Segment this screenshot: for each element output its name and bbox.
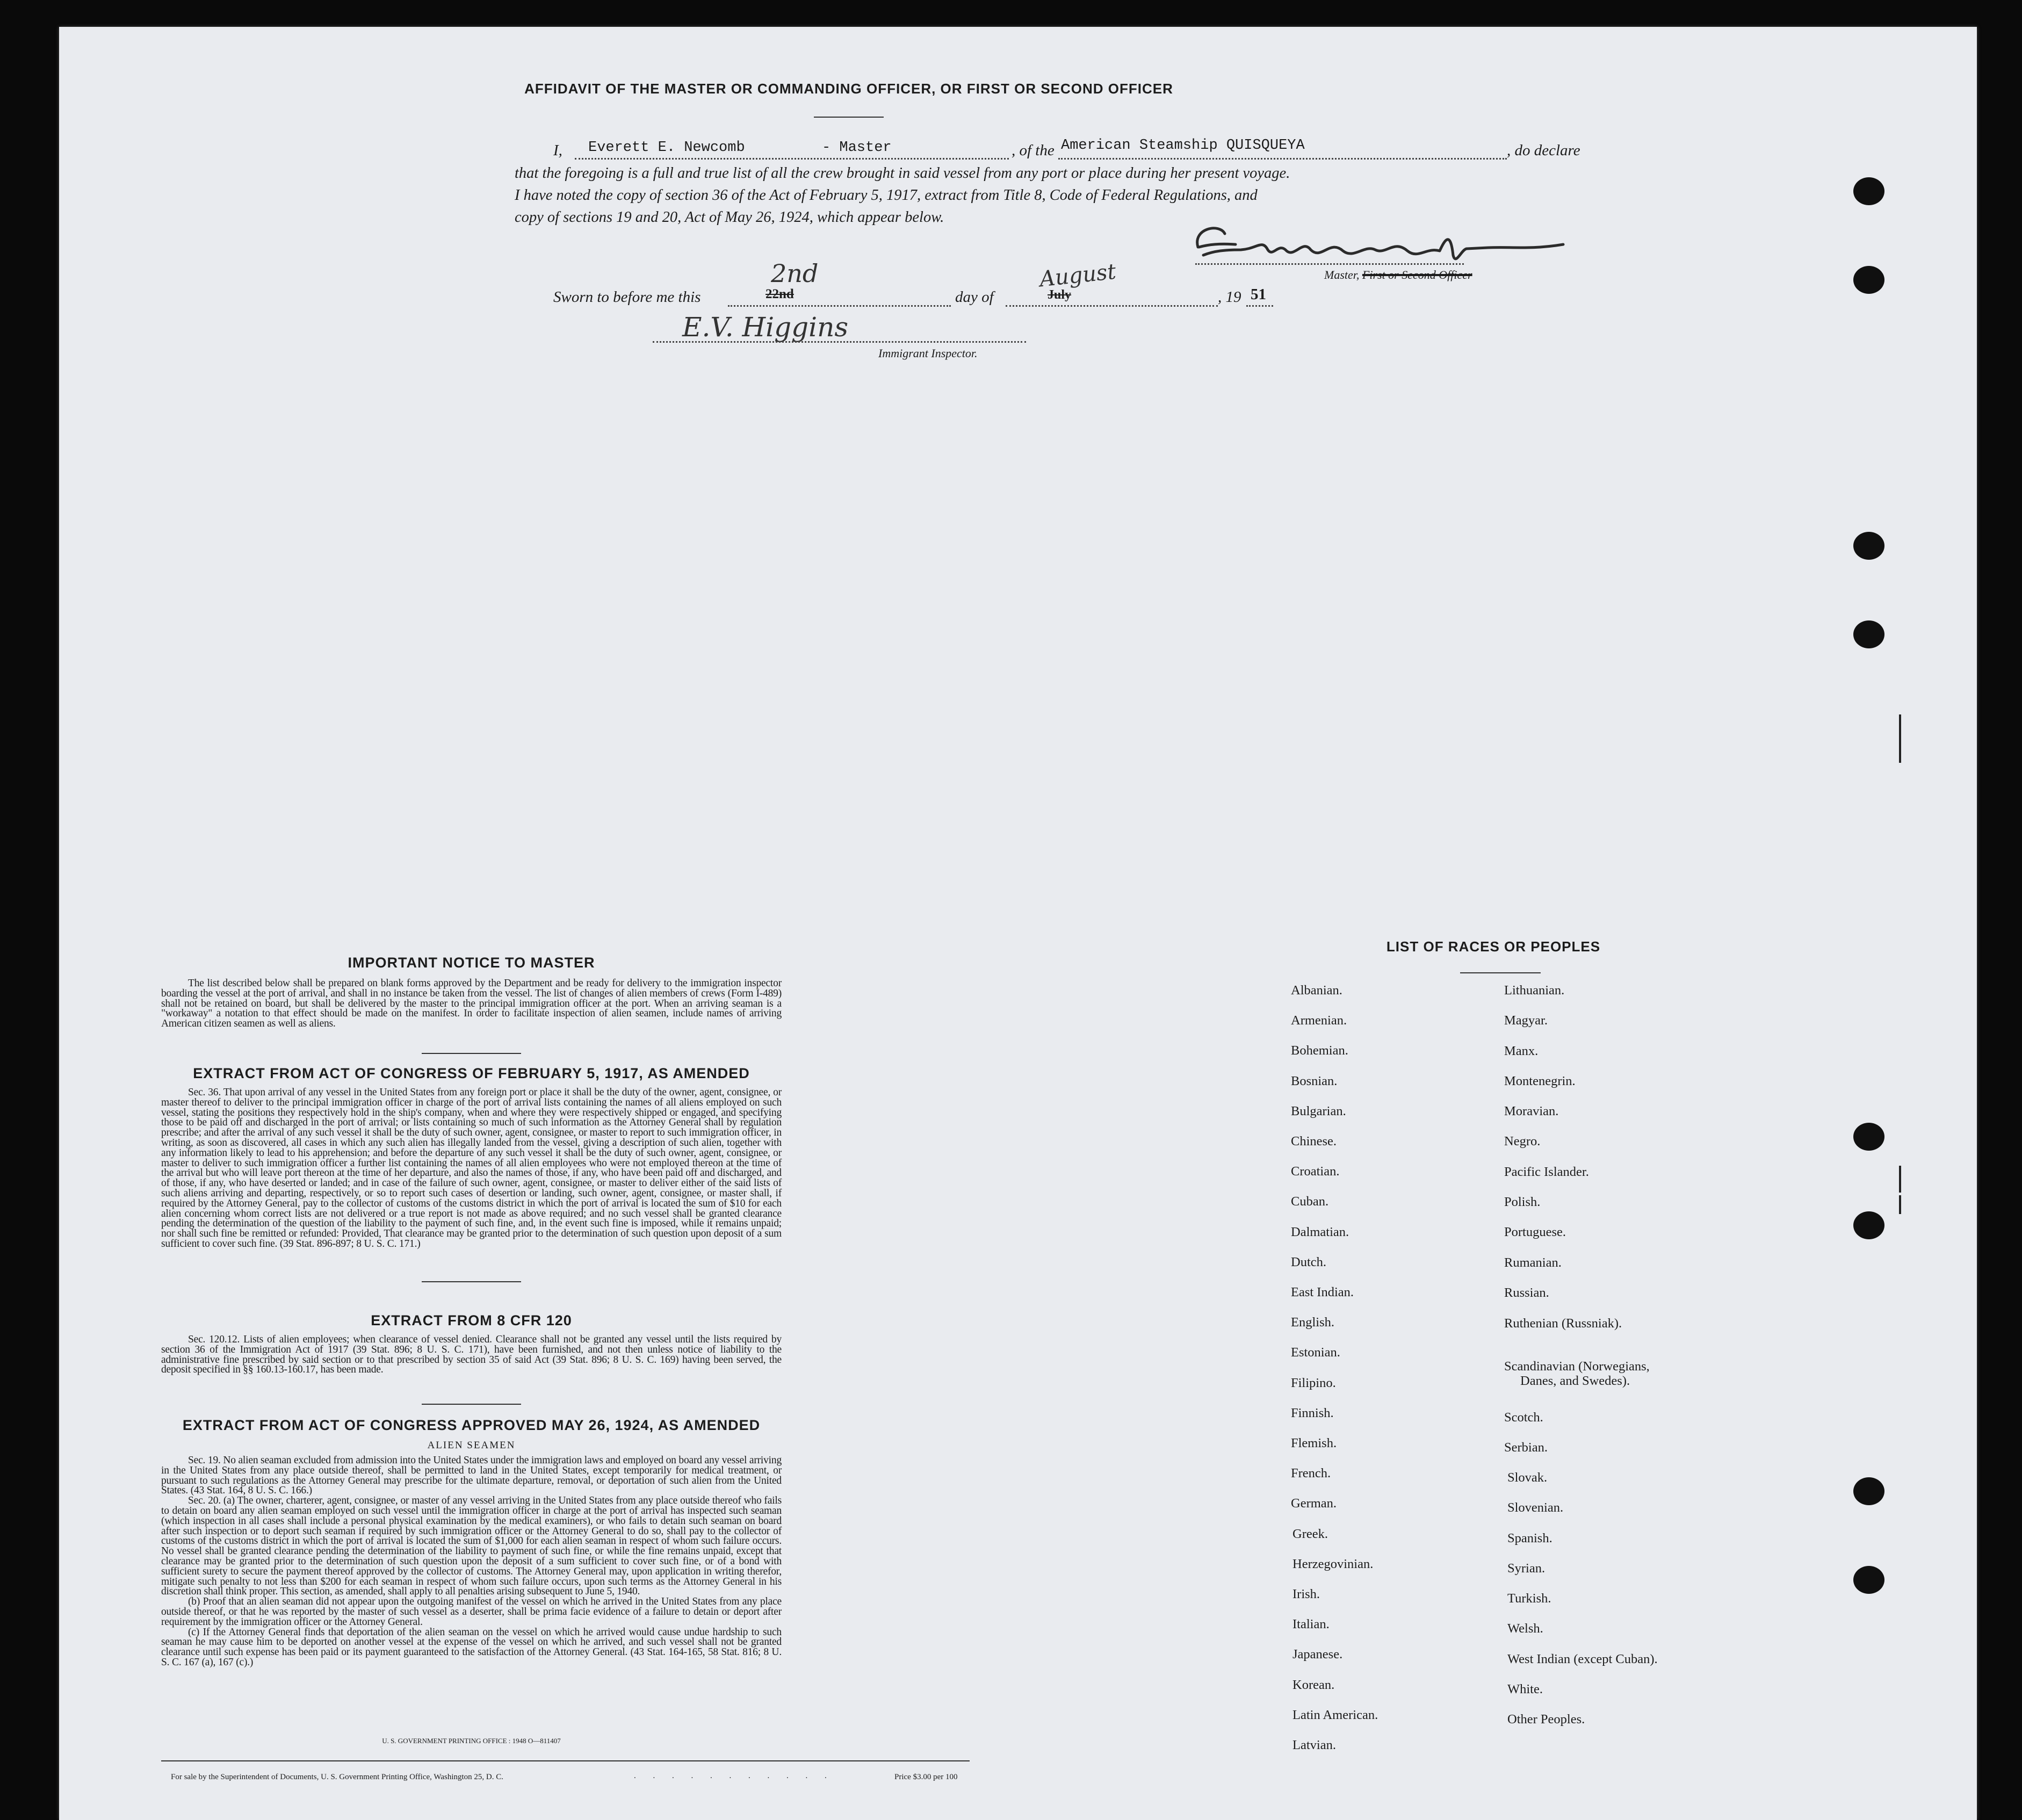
race-item: Bohemian.	[1291, 1043, 1348, 1058]
printing-office-imprint: U. S. GOVERNMENT PRINTING OFFICE : 1948 O—811407	[382, 1737, 561, 1745]
master-caption: Master,	[1324, 268, 1360, 281]
race-item: Albanian.	[1291, 983, 1342, 998]
do-declare-label: , do declare	[1507, 142, 1580, 159]
section-20c-paragraph: (c) If the Attorney General finds that deportation of the alien seaman on the vessel on which he arrived would cause undue hardship to such seaman he may cause him to be deported on another vessel at the expense of the vessel on which he arrived, and such vessel shall not be granted clearance until such expense has been paid or its payment guaranteed to the satisfaction of the Attorney General. (43 Stat. 164-165, 58 Stat. 816; 8 U. S. C. 167 (a), 167 (c).)	[161, 1626, 782, 1668]
race-item: English.	[1291, 1315, 1334, 1330]
race-item: Pacific Islander.	[1504, 1165, 1589, 1179]
race-item: Scotch.	[1504, 1410, 1543, 1425]
document-page	[59, 27, 1977, 1820]
race-item: Bulgarian.	[1291, 1103, 1346, 1118]
punch-hole	[1853, 620, 1884, 648]
race-item: Latvian.	[1292, 1738, 1336, 1752]
month-line	[1006, 305, 1218, 307]
race-item: Filipino.	[1291, 1375, 1336, 1390]
race-item: Spanish.	[1507, 1531, 1552, 1545]
race-item: Danes, and Swedes).	[1520, 1374, 1630, 1388]
race-item: Korean.	[1292, 1677, 1335, 1692]
scan-mark	[1899, 714, 1901, 763]
race-item: West Indian (except Cuban).	[1507, 1652, 1658, 1666]
price-notice: Price $3.00 per 100	[894, 1773, 958, 1781]
of-the-label: , of the	[1012, 142, 1055, 159]
race-item: Manx.	[1504, 1044, 1539, 1058]
declaration-line-4: copy of sections 19 and 20, Act of May 26, 1924, which appear below.	[515, 209, 944, 226]
for-sale-notice: For sale by the Superintendent of Documents, U. S. Government Printing Office, Washington 25, D. C.	[171, 1773, 503, 1781]
day-written: 2nd	[771, 259, 819, 288]
signature-caption	[1324, 268, 1472, 282]
race-item: Magyar.	[1504, 1013, 1548, 1028]
race-item: Other Peoples.	[1507, 1712, 1585, 1727]
race-item: Slovenian.	[1507, 1500, 1564, 1515]
races-title-rule	[1460, 972, 1541, 973]
vessel-line	[1058, 158, 1507, 160]
scan-mark	[1899, 1195, 1901, 1214]
race-item: Serbian.	[1504, 1440, 1548, 1455]
punch-hole	[1853, 1477, 1884, 1505]
sworn-prefix: Sworn to before me this	[553, 288, 701, 306]
footer-rule	[161, 1760, 970, 1761]
race-item: Cuban.	[1291, 1194, 1329, 1209]
extract-1917-text	[161, 1088, 782, 1250]
master-name: Everett E. Newcomb	[588, 140, 745, 156]
races-title: LIST OF RACES OR PEOPLES	[1386, 938, 1601, 955]
race-item: Moravian.	[1504, 1104, 1559, 1118]
race-item: Portuguese.	[1504, 1225, 1566, 1239]
race-item: East Indian.	[1291, 1285, 1354, 1299]
race-item: Irish.	[1292, 1587, 1320, 1601]
race-item: Estonian.	[1291, 1345, 1340, 1360]
race-item: Welsh.	[1507, 1621, 1543, 1636]
race-item: Flemish.	[1291, 1436, 1337, 1450]
race-item: Chinese.	[1291, 1134, 1337, 1149]
race-item: Croatian.	[1291, 1164, 1340, 1179]
race-item: Herzegovinian.	[1292, 1556, 1374, 1571]
extract-1924-text	[161, 1456, 782, 1668]
title-rule	[814, 117, 884, 118]
divider	[422, 1281, 521, 1282]
race-item: Ruthenian (Russniak).	[1504, 1316, 1622, 1331]
punch-hole	[1853, 266, 1884, 294]
race-item: Finnish.	[1291, 1405, 1334, 1420]
punch-hole	[1853, 532, 1884, 560]
section-36-paragraph: Sec. 36. That upon arrival of any vessel in the United States from any foreign port or place it shall be the duty of the owner, agent, consignee, or master thereof to deliver to the principal immigration officer in charge of the port of arrival lists containing the names of all aliens employed on such vessel, stating the positions they respectively hold in the ship's company, when and where they were respectively shipped or engaged, and specifying those to be paid off and discharged in the port of arrival; or lists containing so much of such information as the Attorney General shall by regulation prescribe; and after the arrival of any such vessel it shall be the duty of such owner, agent, consignee, or master to report to such immigration officer, in writing, as soon as discovered, all cases in which any such alien has illegally landed from the vessel, giving a description of such alien, together with any information likely to lead to his apprehension; and before the departure of any such vessel it shall be the duty of such owner, agent, consignee, or master to deliver to such immigration officer a further list containing the names of all alien employees who were not employed thereon at the time of the arrival but who will leave port thereon at the time of her departure, and also the names of those, if any, who have been paid off and discharged, and of those, if any, who have deserted or landed; and in case of the failure of such owner, agent, consignee, or master to deliver either of the said lists of such aliens arriving and departing, respectively, or so to report such cases of desertion or landing, such owner, agent, consignee, or master shall, if required by the Attorney General, pay to the collector of customs of the customs district in which the port of arrival is located the sum of $10 for each alien concerning whom correct lists are not delivered or a true report is not made as above required; and no such vessel shall be granted clearance pending the determination of the question of the liability to the payment of such fine, and, in the event such fine is imposed, while it remains unpaid; nor shall such fine be remitted or refunded: Provided, That clearance may be granted prior to the determination of such question upon deposit of a sum sufficient to cover such fine. (39 Stat. 896-897; 8 U. S. C. 171.)	[161, 1087, 782, 1250]
race-item: Dutch.	[1291, 1254, 1326, 1269]
extract-cfr-title: EXTRACT FROM 8 CFR 120	[371, 1312, 572, 1328]
scan-mark	[1899, 1166, 1901, 1193]
punch-hole	[1853, 1123, 1884, 1151]
year-prefix: , 19	[1218, 288, 1241, 306]
year-line	[1246, 305, 1273, 307]
month-written: August	[1038, 259, 1117, 292]
notice-title: IMPORTANT NOTICE TO MASTER	[348, 955, 595, 971]
inspector-caption: Immigrant Inspector.	[878, 346, 978, 360]
race-item: Russian.	[1504, 1285, 1549, 1300]
race-item: German.	[1291, 1496, 1337, 1511]
extract-1924-title: EXTRACT FROM ACT OF CONGRESS APPROVED MAY 26, 1924, AS AMENDED	[182, 1417, 761, 1433]
divider	[422, 1053, 521, 1054]
inspector-signature: E.V. Higgins	[682, 312, 849, 343]
race-item: Dalmatian.	[1291, 1224, 1349, 1239]
signature-line	[1195, 263, 1464, 265]
race-item: Bosnian.	[1291, 1073, 1338, 1088]
section-19-paragraph: Sec. 19. No alien seaman excluded from admission into the United States under the immigration laws and employed on board any vessel arriving in the United States from any place outside thereof, shall be permitted to land in the United States, except temporarily for medical treatment, or pursuant to such regulations as the Attorney General may prescribe for the ultimate departure, removal, or deportation of such alien from the United States. (43 Stat. 164, 8 U. S. C. 166.)	[161, 1455, 782, 1497]
race-item: Syrian.	[1507, 1561, 1546, 1576]
race-item: Montenegrin.	[1504, 1074, 1576, 1088]
race-item: Turkish.	[1507, 1591, 1551, 1606]
divider	[422, 1404, 521, 1405]
race-item: Armenian.	[1291, 1013, 1347, 1028]
race-item: White.	[1507, 1682, 1543, 1696]
day-line	[728, 305, 951, 307]
alien-seamen-subtitle: ALIEN SEAMEN	[427, 1440, 516, 1451]
race-item: Italian.	[1292, 1617, 1330, 1632]
master-role: - Master	[822, 140, 892, 156]
month-struck: July	[1048, 288, 1072, 302]
inspector-line	[653, 341, 1026, 343]
master-name-line	[575, 158, 1009, 160]
punch-hole	[1853, 177, 1884, 205]
section-20b-paragraph: (b) Proof that an alien seaman did not appear upon the outgoing manifest of the vessel on which he arrived in the United States from any place outside thereof, or that he was reported by the master of such vessel as a deserter, shall be prima facie evidence of a failure to detain or deport after requirement by the immigration officer or the Attorney General.	[161, 1596, 782, 1628]
vessel-name: American Steamship QUISQUEYA	[1061, 138, 1305, 154]
day-of-label: day of	[955, 288, 994, 306]
race-item: Scandinavian (Norwegians,	[1504, 1359, 1650, 1374]
declaration-line-3: I have noted the copy of section 36 of the Act of February 5, 1917, extract from Title 8, Code of Federal Regulations, and	[515, 187, 1258, 204]
leader-dots: . . . . . . . . . . .	[634, 1772, 834, 1780]
race-item: Latin American.	[1292, 1707, 1378, 1722]
notice-text	[161, 979, 782, 1029]
race-item: French.	[1291, 1466, 1331, 1481]
declaration-line-2: that the foregoing is a full and true list of all the crew brought in said vessel from any port or place during her present voyage.	[515, 165, 1290, 182]
race-item: Slovak.	[1507, 1470, 1548, 1485]
punch-hole	[1853, 1211, 1884, 1239]
section-20a-paragraph: Sec. 20. (a) The owner, charterer, agent, consignee, or master of any vessel arriving in the United States from any place outside thereof who fails to detain on board any alien seaman employed on such vessel until the immigration officer in charge at the port of arrival has inspected such seaman (which inspection in all cases shall include a personal physical examination by the medical examiners), or who fails to detain such seaman on board after such inspection or to deport such seaman if required by such immigration officer or the Attorney General to do so, shall pay to the collector of customs of the customs district in which the port of arrival is located the sum of $1,000 for each alien seaman in respect of whom such failure occurs. No vessel shall be granted clearance pending the determination of the liability to payment of such fine, or while the fine remains unpaid, except that clearance may be granted prior to the determination of such question upon the deposit of a sum sufficient to cover such fine, or of a bond with sufficient surety to secure the payment thereof approved by the collector of customs. The Attorney General may, upon application in writing therefor, mitigate such penalty to not less than $200 for each seaman in respect of whom such failure occurs, upon such terms as the Attorney General in his discretion shall think proper. This section, as amended, shall apply to all penalties arising subsequent to June 5, 1940.	[161, 1495, 782, 1598]
race-item: Rumanian.	[1504, 1255, 1562, 1270]
race-item: Lithuanian.	[1504, 983, 1565, 998]
section-120-12-paragraph: Sec. 120.12. Lists of alien employees; when clearance of vessel denied. Clearance shall not be granted any vessel until the lists required by section 36 of the Immigration Act of 1917 (39 Stat. 896; 8 U. S. C. 171), have been furnished, and not then unless notice of liability to the administrative fine prescribed by said section or to that prescribed by section 35 of said Act (39 Stat. 896; 8 U. S. C. 169) having been served, the deposit specified in §§ 160.13-160.17, has been made.	[161, 1334, 782, 1376]
race-item: Negro.	[1504, 1134, 1541, 1149]
punch-hole	[1853, 1566, 1884, 1594]
declaration-prefix: I,	[553, 142, 562, 159]
affidavit-title: AFFIDAVIT OF THE MASTER OR COMMANDING OFFICER, OR FIRST OR SECOND OFFICER	[524, 81, 1173, 97]
extract-cfr-text	[161, 1335, 782, 1375]
notice-paragraph: The list described below shall be prepared on blank forms approved by the Department and be ready for delivery to the immigration inspector boarding the vessel at the port of arrival, and shall in no instance be taken from the vessel. The list of changes of alien members of crews (Form I-489) shall not be retained on board, but shall be delivered by the master to the principal immigration officer at the port. When an arriving seaman is a "workaway" a notation to that effect should be made on the manifest. In order to facilitate inspection of alien seamen, include names of arriving American citizen seamen as well as aliens.	[161, 978, 782, 1030]
extract-1917-title: EXTRACT FROM ACT OF CONGRESS OF FEBRUARY 5, 1917, AS AMENDED	[193, 1065, 750, 1081]
race-item: Japanese.	[1292, 1647, 1343, 1662]
struck-officer-caption: First or Second Officer	[1362, 268, 1472, 281]
day-struck: 22nd	[766, 287, 794, 301]
race-item: Polish.	[1504, 1195, 1541, 1209]
year-written: 51	[1251, 286, 1266, 303]
race-item: Greek.	[1292, 1526, 1328, 1541]
